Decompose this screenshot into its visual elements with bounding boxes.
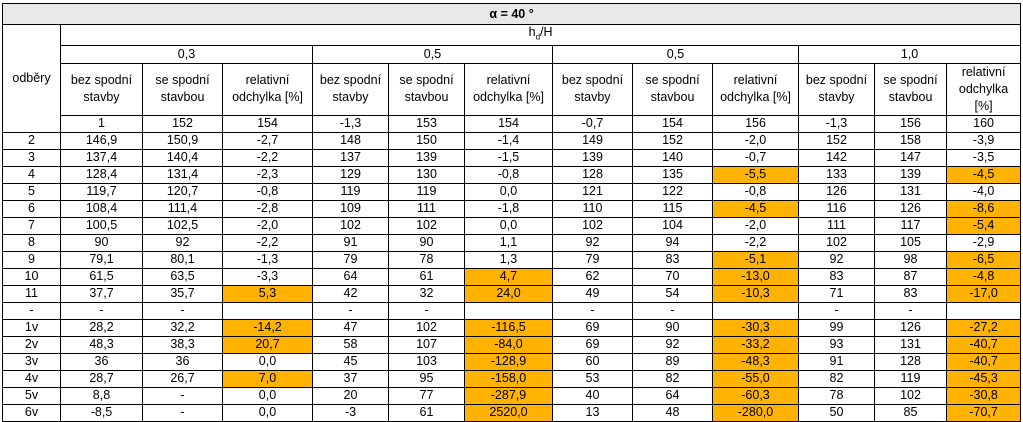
- table-cell: 153: [389, 115, 465, 132]
- table-cell: 64: [313, 268, 389, 285]
- table-cell: 102: [875, 387, 947, 404]
- table-cell: -4,5: [947, 166, 1021, 183]
- table-cell: 137: [313, 149, 389, 166]
- table-cell: 152: [633, 132, 713, 149]
- table-cell: 69: [553, 319, 633, 336]
- table-cell: 48: [633, 404, 713, 421]
- table-cell: -3: [313, 404, 389, 421]
- row-label: 2: [3, 132, 61, 149]
- row-label: 6: [3, 200, 61, 217]
- table-row: [3, 234, 1021, 251]
- table-cell: -2,2: [223, 149, 313, 166]
- table-cell: 37,7: [61, 285, 143, 302]
- table-cell: [947, 302, 1021, 319]
- table-cell: 100,5: [61, 217, 143, 234]
- table-cell: 119,7: [61, 183, 143, 200]
- table-cell: 61: [389, 404, 465, 421]
- table-cell: -3,9: [947, 132, 1021, 149]
- table-cell: 156: [875, 115, 947, 132]
- table-cell: 119: [875, 370, 947, 387]
- table-cell: -10,3: [713, 285, 799, 302]
- table-cell: -3,3: [223, 268, 313, 285]
- row-label: 3v: [3, 353, 61, 370]
- table-cell: 32,2: [143, 319, 223, 336]
- table-cell: 79,1: [61, 251, 143, 268]
- table-cell: 142: [799, 149, 875, 166]
- table-cell: -2,2: [223, 234, 313, 251]
- table-cell: 156: [713, 115, 799, 132]
- row-label: 1: [61, 115, 143, 132]
- row-label: 5: [3, 183, 61, 200]
- column-header: se spodní stavbou: [143, 63, 223, 115]
- table-cell: -5,4: [947, 217, 1021, 234]
- table-cell: -84,0: [465, 336, 553, 353]
- table-row: [3, 183, 1021, 200]
- table-cell: 111: [389, 200, 465, 217]
- table-cell: 45: [313, 353, 389, 370]
- table-title: α = 40 °: [3, 4, 1021, 25]
- table-cell: 148: [313, 132, 389, 149]
- table-cell: 103: [389, 353, 465, 370]
- table-cell: 111,4: [143, 200, 223, 217]
- group-header: 0,5: [313, 45, 553, 63]
- table-cell: 147: [875, 149, 947, 166]
- table-cell: 146,9: [61, 132, 143, 149]
- table-cell: 79: [553, 251, 633, 268]
- table-cell: -: [313, 302, 389, 319]
- table-row: [3, 336, 1021, 353]
- table-cell: 139: [875, 166, 947, 183]
- table-cell: 92: [633, 336, 713, 353]
- table-cell: -: [143, 302, 223, 319]
- table-cell: -2,0: [223, 217, 313, 234]
- table-cell: 98: [875, 251, 947, 268]
- table-cell: 61: [389, 268, 465, 285]
- table-cell: -45,3: [947, 370, 1021, 387]
- table-cell: 0,0: [465, 217, 553, 234]
- row-label: 3: [3, 149, 61, 166]
- table-cell: -70,7: [947, 404, 1021, 421]
- table-cell: -: [875, 302, 947, 319]
- table-cell: 109: [313, 200, 389, 217]
- row-label: 6v: [3, 404, 61, 421]
- table-cell: 158: [875, 132, 947, 149]
- table-cell: -6,5: [947, 251, 1021, 268]
- table-cell: 119: [389, 183, 465, 200]
- table-cell: -2,9: [947, 234, 1021, 251]
- table-cell: 78: [389, 251, 465, 268]
- table-cell: -280,0: [713, 404, 799, 421]
- column-header: bez spodní stavby: [313, 63, 389, 115]
- table-cell: 79: [313, 251, 389, 268]
- table-cell: 24,0: [465, 285, 553, 302]
- table-cell: 54: [633, 285, 713, 302]
- table-cell: -: [61, 302, 143, 319]
- table-cell: -14,2: [223, 319, 313, 336]
- table-cell: 102: [799, 234, 875, 251]
- table-cell: 0,0: [223, 404, 313, 421]
- row-label: 4: [3, 166, 61, 183]
- table-row: [3, 132, 1021, 149]
- table-cell: 50: [799, 404, 875, 421]
- table-cell: 36: [143, 353, 223, 370]
- table-cell: 120,7: [143, 183, 223, 200]
- table-cell: 131: [875, 336, 947, 353]
- table-cell: 128: [553, 166, 633, 183]
- table-cell: 115: [633, 200, 713, 217]
- table-row: [3, 370, 1021, 387]
- table-cell: 90: [389, 234, 465, 251]
- table-cell: -0,7: [713, 149, 799, 166]
- row-label: 10: [3, 268, 61, 285]
- table-cell: 82: [799, 370, 875, 387]
- column-header: relativní odchylka [%]: [465, 63, 553, 115]
- table-cell: -13,0: [713, 268, 799, 285]
- table-cell: 28,7: [61, 370, 143, 387]
- table-cell: 93: [799, 336, 875, 353]
- table-cell: 0,0: [223, 387, 313, 404]
- table-cell: 135: [633, 166, 713, 183]
- table-row: [3, 353, 1021, 370]
- table-cell: 102: [313, 217, 389, 234]
- table-cell: 99: [799, 319, 875, 336]
- table-row: [3, 115, 1021, 132]
- table-cell: 62: [553, 268, 633, 285]
- table-cell: 2520,0: [465, 404, 553, 421]
- table-cell: 38,3: [143, 336, 223, 353]
- table-cell: 35,7: [143, 285, 223, 302]
- table-cell: 1,1: [465, 234, 553, 251]
- table-cell: -0,8: [223, 183, 313, 200]
- table-cell: 87: [875, 268, 947, 285]
- table-cell: 107: [389, 336, 465, 353]
- table-cell: -1,3: [799, 115, 875, 132]
- table-cell: 111: [799, 217, 875, 234]
- table-cell: 26,7: [143, 370, 223, 387]
- parameter-header: $h_d/H$: [61, 25, 1021, 46]
- table-cell: 8,8: [61, 387, 143, 404]
- table-cell: 37: [313, 370, 389, 387]
- table-row: [3, 166, 1021, 183]
- table-cell: 150,9: [143, 132, 223, 149]
- table-cell: 1,3: [465, 251, 553, 268]
- table-cell: 128,4: [61, 166, 143, 183]
- table-cell: 64: [633, 387, 713, 404]
- table-cell: 104: [633, 217, 713, 234]
- table-cell: [713, 302, 799, 319]
- table-cell: 140: [633, 149, 713, 166]
- table-cell: 36: [61, 353, 143, 370]
- table-cell: 94: [633, 234, 713, 251]
- table-row: [3, 251, 1021, 268]
- column-header: relativní odchylka [%]: [947, 63, 1021, 115]
- table-cell: 0,0: [223, 353, 313, 370]
- table-cell: -287,9: [465, 387, 553, 404]
- table-cell: 150: [389, 132, 465, 149]
- table-cell: 154: [633, 115, 713, 132]
- row-label: 4v: [3, 370, 61, 387]
- table-row: [3, 200, 1021, 217]
- table-cell: 0,0: [465, 183, 553, 200]
- table-cell: 69: [553, 336, 633, 353]
- table-row: [3, 217, 1021, 234]
- table-cell: -30,8: [947, 387, 1021, 404]
- table-cell: -60,3: [713, 387, 799, 404]
- table-cell: -2,7: [223, 132, 313, 149]
- table-cell: -5,5: [713, 166, 799, 183]
- table-cell: -40,7: [947, 336, 1021, 353]
- column-header: relativní odchylka [%]: [713, 63, 799, 115]
- table-row: [3, 149, 1021, 166]
- table-cell: 53: [553, 370, 633, 387]
- table-cell: 83: [633, 251, 713, 268]
- table-cell: -: [633, 302, 713, 319]
- row-label: 2v: [3, 336, 61, 353]
- table-cell: -4,5: [713, 200, 799, 217]
- table-cell: 89: [633, 353, 713, 370]
- table-cell: 110: [553, 200, 633, 217]
- table-cell: 152: [143, 115, 223, 132]
- table-row: [3, 302, 1021, 319]
- table-cell: 83: [799, 268, 875, 285]
- table-cell: 119: [313, 183, 389, 200]
- table-cell: 5,3: [223, 285, 313, 302]
- table-cell: 82: [633, 370, 713, 387]
- table-cell: 131,4: [143, 166, 223, 183]
- column-header: relativní odchylka [%]: [223, 63, 313, 115]
- table-cell: -2,0: [713, 132, 799, 149]
- table-cell: 28,2: [61, 319, 143, 336]
- table-cell: -1,4: [465, 132, 553, 149]
- table-cell: 92: [799, 251, 875, 268]
- table-cell: 90: [633, 319, 713, 336]
- table-cell: 154: [465, 115, 553, 132]
- row-label: 1v: [3, 319, 61, 336]
- table-cell: -33,2: [713, 336, 799, 353]
- table-cell: -116,5: [465, 319, 553, 336]
- group-header: 0,3: [61, 45, 313, 63]
- table-cell: 92: [143, 234, 223, 251]
- row-label: 7: [3, 217, 61, 234]
- table-cell: 63,5: [143, 268, 223, 285]
- table-cell: 121: [553, 183, 633, 200]
- table-cell: 32: [389, 285, 465, 302]
- table-cell: 130: [389, 166, 465, 183]
- row-label: 11: [3, 285, 61, 302]
- table-cell: 91: [799, 353, 875, 370]
- table-cell: 47: [313, 319, 389, 336]
- table-row: [3, 319, 1021, 336]
- table-cell: 49: [553, 285, 633, 302]
- table-cell: 90: [61, 234, 143, 251]
- table-cell: 154: [223, 115, 313, 132]
- table-cell: 137,4: [61, 149, 143, 166]
- table-cell: -: [799, 302, 875, 319]
- table-cell: 71: [799, 285, 875, 302]
- table-row: [3, 268, 1021, 285]
- table-cell: 77: [389, 387, 465, 404]
- table-cell: -1,3: [313, 115, 389, 132]
- row-label: -: [3, 302, 61, 319]
- table-cell: -0,8: [713, 183, 799, 200]
- table-cell: 7,0: [223, 370, 313, 387]
- row-label: 8: [3, 234, 61, 251]
- group-header: 1,0: [799, 45, 1021, 63]
- table-cell: -158,0: [465, 370, 553, 387]
- table-cell: 102: [553, 217, 633, 234]
- table-cell: 102: [389, 319, 465, 336]
- table-cell: 13: [553, 404, 633, 421]
- table-cell: -0,8: [465, 166, 553, 183]
- row-header: odběry: [3, 25, 61, 133]
- table-cell: 139: [389, 149, 465, 166]
- table-cell: 122: [633, 183, 713, 200]
- table-cell: -30,3: [713, 319, 799, 336]
- table-cell: 116: [799, 200, 875, 217]
- table-cell: 126: [875, 200, 947, 217]
- table-cell: 126: [799, 183, 875, 200]
- table-cell: 152: [799, 132, 875, 149]
- table-cell: -8,5: [61, 404, 143, 421]
- table-row: [3, 387, 1021, 404]
- table-cell: 20,7: [223, 336, 313, 353]
- column-header: bez spodní stavby: [61, 63, 143, 115]
- table-cell: -40,7: [947, 353, 1021, 370]
- table-cell: 40: [553, 387, 633, 404]
- column-header: se spodní stavbou: [875, 63, 947, 115]
- table-cell: 92: [553, 234, 633, 251]
- table-cell: 117: [875, 217, 947, 234]
- table-cell: 140,4: [143, 149, 223, 166]
- table-cell: -: [143, 387, 223, 404]
- table-cell: -2,0: [713, 217, 799, 234]
- table-cell: 149: [553, 132, 633, 149]
- table-cell: -128,9: [465, 353, 553, 370]
- table-cell: 133: [799, 166, 875, 183]
- table-cell: 80,1: [143, 251, 223, 268]
- table-cell: -4,0: [947, 183, 1021, 200]
- table-cell: -: [143, 404, 223, 421]
- table-row: [3, 404, 1021, 421]
- table-cell: [223, 302, 313, 319]
- table-cell: -27,2: [947, 319, 1021, 336]
- table-cell: -0,7: [553, 115, 633, 132]
- table-cell: -55,0: [713, 370, 799, 387]
- row-label: 5v: [3, 387, 61, 404]
- table-cell: 126: [875, 319, 947, 336]
- table-cell: 160: [947, 115, 1021, 132]
- table-row: [3, 285, 1021, 302]
- table-cell: -: [389, 302, 465, 319]
- table-cell: -4,8: [947, 268, 1021, 285]
- column-header: bez spodní stavby: [799, 63, 875, 115]
- table-cell: -3,5: [947, 149, 1021, 166]
- table-cell: 95: [389, 370, 465, 387]
- table-cell: 78: [799, 387, 875, 404]
- column-header: se spodní stavbou: [389, 63, 465, 115]
- table-cell: -2,8: [223, 200, 313, 217]
- table-cell: 58: [313, 336, 389, 353]
- table-cell: -1,3: [223, 251, 313, 268]
- table-cell: -8,6: [947, 200, 1021, 217]
- column-header: bez spodní stavby: [553, 63, 633, 115]
- table-cell: -2,2: [713, 234, 799, 251]
- table-cell: -2,3: [223, 166, 313, 183]
- table-cell: -1,8: [465, 200, 553, 217]
- table-cell: 108,4: [61, 200, 143, 217]
- table-cell: 129: [313, 166, 389, 183]
- table-cell: 131: [875, 183, 947, 200]
- table-cell: -17,0: [947, 285, 1021, 302]
- table-cell: 20: [313, 387, 389, 404]
- results-table: [2, 3, 1021, 422]
- table-cell: 91: [313, 234, 389, 251]
- table-cell: 61,5: [61, 268, 143, 285]
- table-cell: 102: [389, 217, 465, 234]
- table-cell: 128: [875, 353, 947, 370]
- table-cell: [465, 302, 553, 319]
- table-cell: 83: [875, 285, 947, 302]
- table-cell: 60: [553, 353, 633, 370]
- table-cell: 102,5: [143, 217, 223, 234]
- column-header: se spodní stavbou: [633, 63, 713, 115]
- group-header: 0,5: [553, 45, 799, 63]
- table-cell: -: [553, 302, 633, 319]
- table-cell: 85: [875, 404, 947, 421]
- table-cell: -1,5: [465, 149, 553, 166]
- row-label: 9: [3, 251, 61, 268]
- table-cell: 105: [875, 234, 947, 251]
- table-cell: 139: [553, 149, 633, 166]
- table-cell: 48,3: [61, 336, 143, 353]
- table-cell: 42: [313, 285, 389, 302]
- table-cell: 4,7: [465, 268, 553, 285]
- table-cell: 70: [633, 268, 713, 285]
- table-cell: -48,3: [713, 353, 799, 370]
- table-cell: -5,1: [713, 251, 799, 268]
